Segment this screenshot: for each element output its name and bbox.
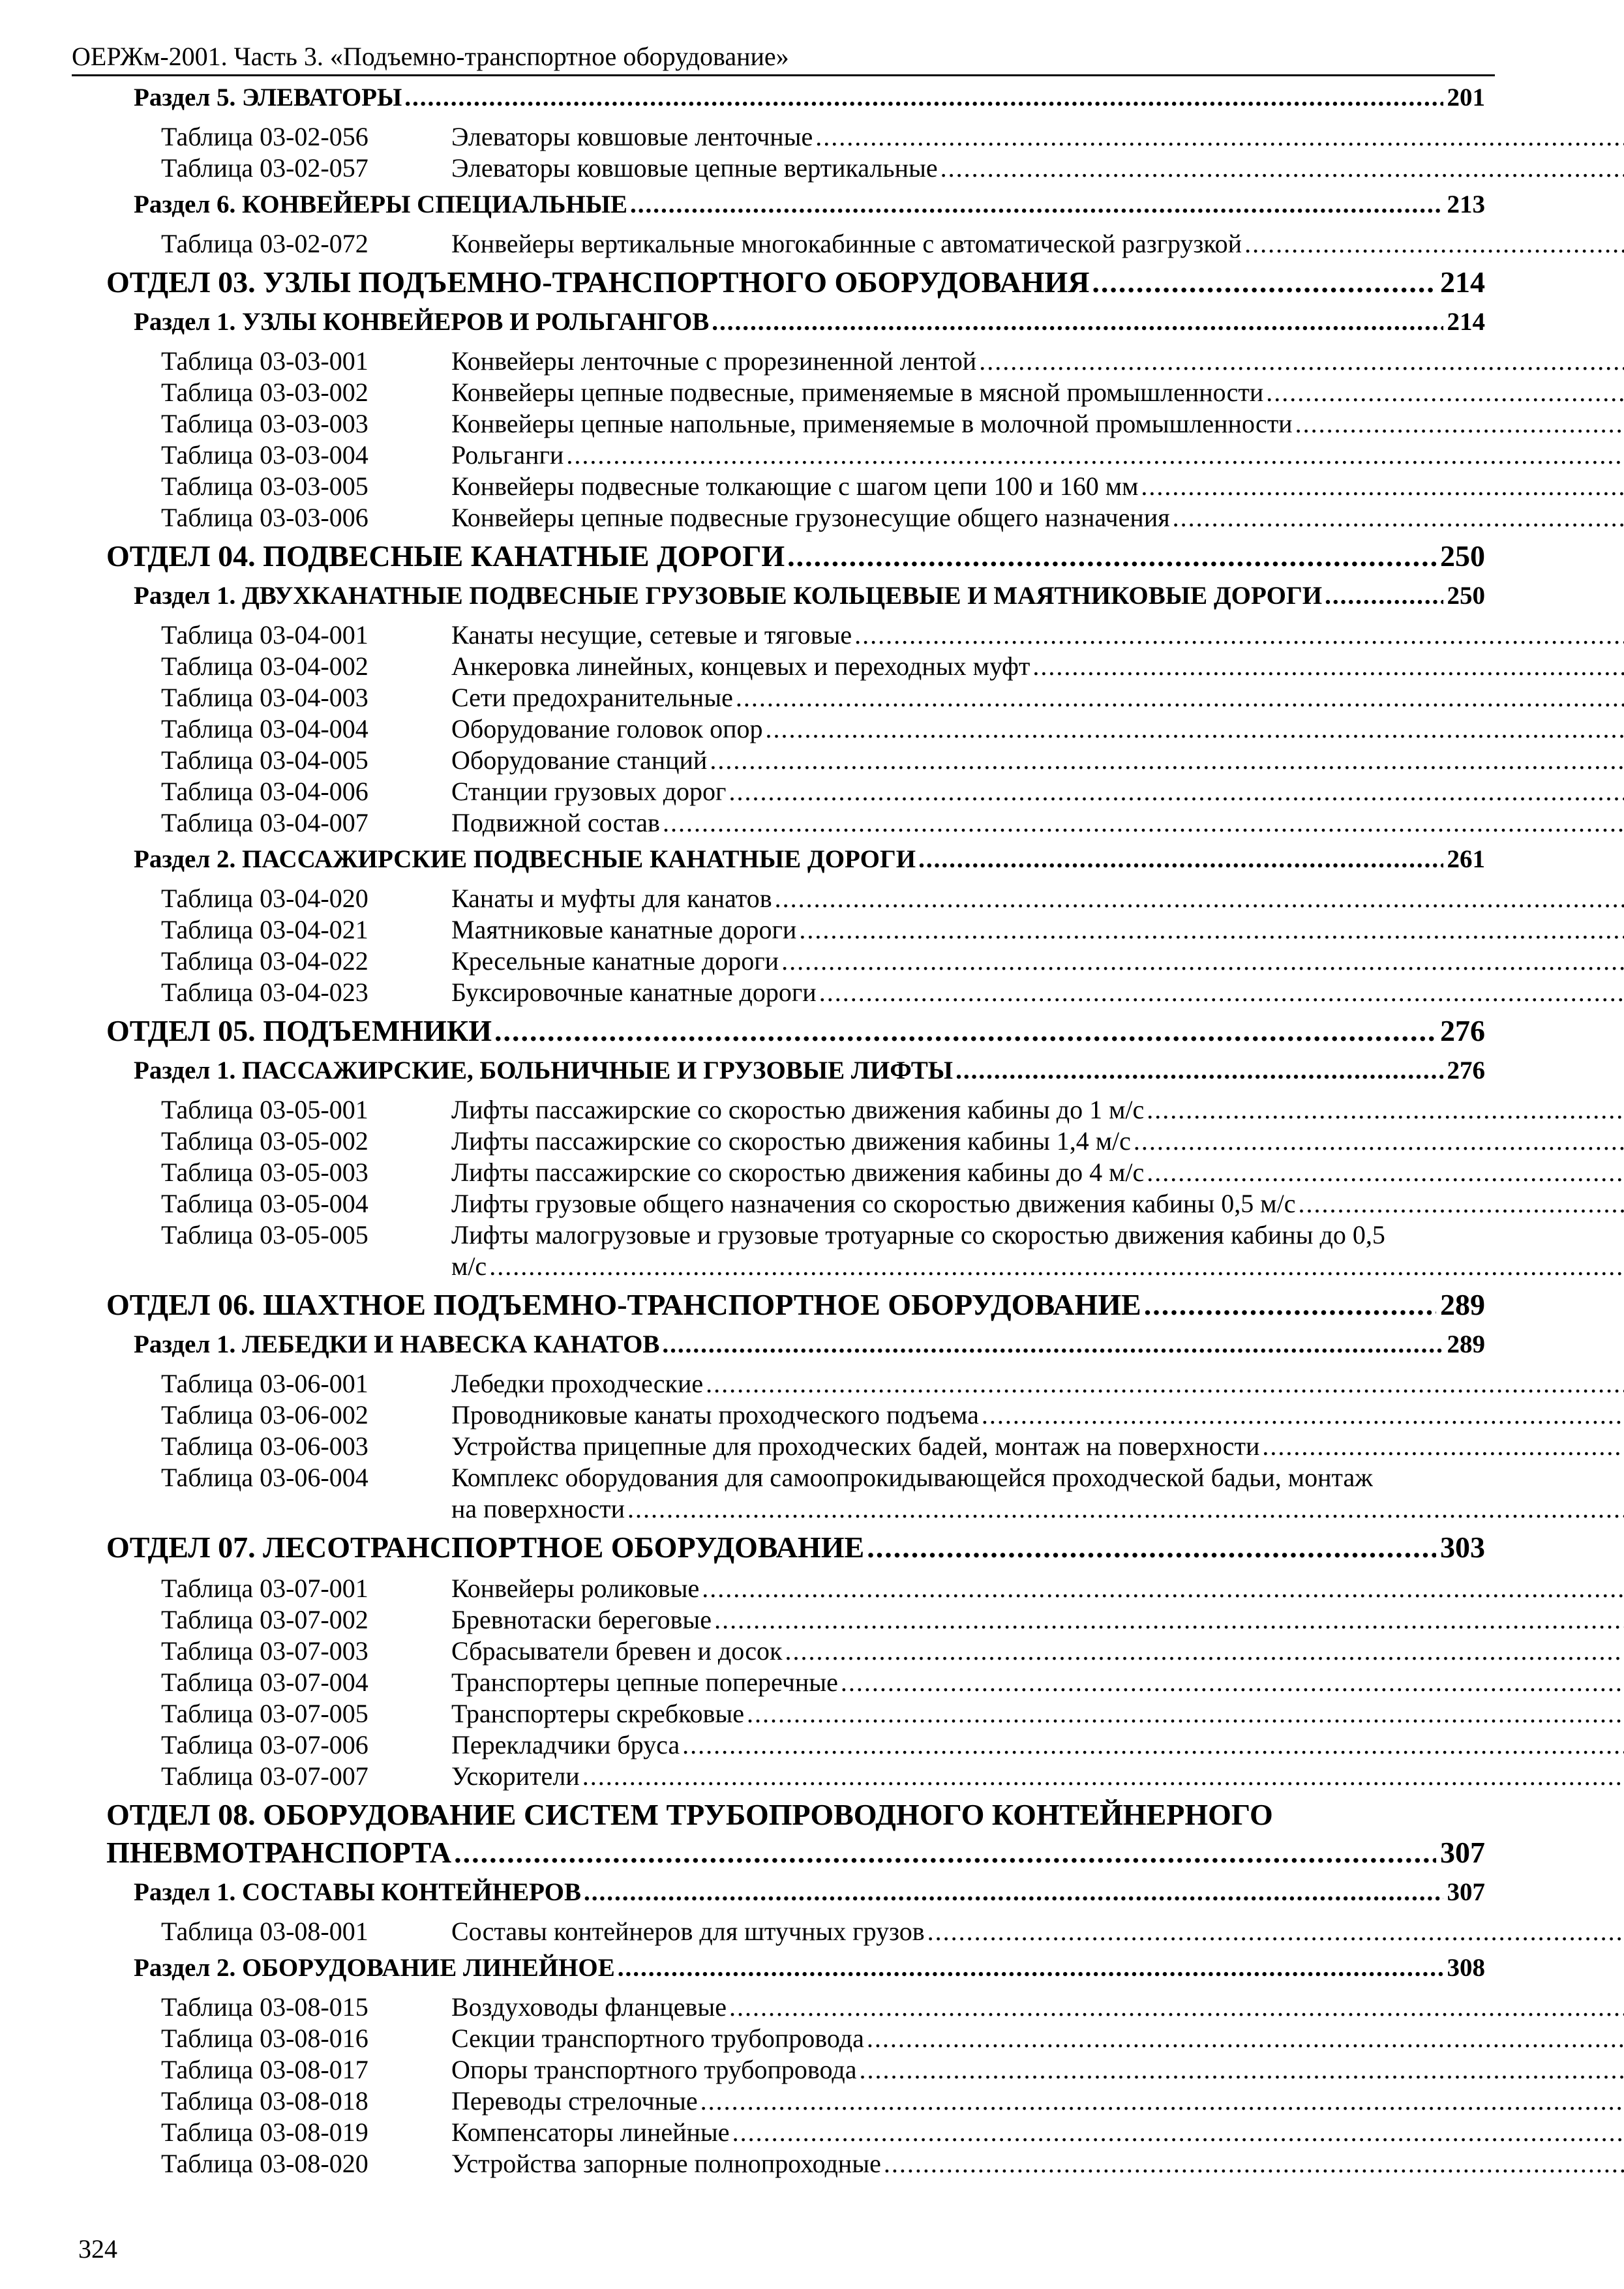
entry-title: Раздел 2. ОБОРУДОВАНИЕ ЛИНЕЙНОЕ: [134, 1954, 615, 1982]
entry-title: Транспортеры скребковые: [451, 1699, 745, 1728]
toc-table-entry: [161, 121, 1485, 153]
dot-leader: [1295, 408, 1624, 440]
dot-leader: [700, 2086, 1624, 2117]
toc-table-entry: [161, 1094, 1485, 1126]
dot-leader: [867, 2023, 1624, 2054]
dot-leader: [702, 1573, 1624, 1604]
table-code: Таблица 03-07-005: [161, 1699, 368, 1728]
toc-table-entry: [161, 228, 1485, 260]
table-code: Таблица 03-03-001: [161, 346, 368, 376]
dot-leader: [706, 1368, 1624, 1399]
entry-title: Конвейеры подвесные толкающие с шагом цепи 100 и 160 мм: [451, 471, 1139, 501]
toc-section-otdel: [106, 1529, 1485, 1566]
entry-title: Лифты грузовые общего назначения со скоростью движения кабины 0,5 м/с: [451, 1189, 1296, 1218]
entry-title: Раздел 6. КОНВЕЙЕРЫ СПЕЦИАЛЬНЫЕ: [134, 190, 628, 218]
toc-table-entry: [161, 346, 1485, 377]
toc-table-entry: [161, 1729, 1485, 1761]
table-code: Таблица 03-04-007: [161, 808, 368, 837]
table-code: Таблица 03-04-005: [161, 745, 368, 775]
entry-title: ОТДЕЛ 04. ПОДВЕСНЫЕ КАНАТНЫЕ ДОРОГИ: [106, 539, 785, 573]
dot-leader: [736, 682, 1624, 713]
entry-title: Оборудование станций: [451, 745, 708, 775]
entry-title: Сети предохранительные: [451, 683, 733, 712]
toc-subsection-razdel: [134, 1876, 1485, 1909]
toc-table-entry: [161, 2148, 1485, 2179]
toc-table-entry: [161, 914, 1485, 946]
entry-title: Перекладчики бруса: [451, 1730, 680, 1759]
entry-title: Анкеровка линейных, концевых и переходных муфт: [451, 651, 1030, 681]
toc-table-entry: [161, 2117, 1485, 2148]
entry-title: Рольганги: [451, 440, 564, 470]
entry-page: 250: [1447, 582, 1485, 610]
entry-title: ОТДЕЛ 07. ЛЕСОТРАНСПОРТНОЕ ОБОРУДОВАНИЕ: [106, 1531, 865, 1564]
dot-leader: [859, 2054, 1624, 2086]
table-code: Таблица 03-05-001: [161, 1095, 368, 1124]
entry-title: Элеваторы ковшовые цепные вертикальные: [451, 153, 938, 183]
entry-title: Комплекс оборудования для самоопрокидывающейся проходческой бадьи, монтаж: [451, 1463, 1373, 1492]
entry-page: 213: [1447, 190, 1485, 218]
toc-table-entry: [161, 1761, 1485, 1792]
table-code: Таблица 03-03-002: [161, 378, 368, 407]
toc-section-otdel: [106, 1286, 1485, 1324]
entry-page: 261: [1447, 845, 1485, 873]
entry-title: Конвейеры цепные подвесные грузонесущие общего назначения: [451, 503, 1170, 532]
toc-table-entry: [161, 807, 1485, 839]
entry-title: Лебедки проходческие: [451, 1369, 704, 1398]
entry-title: Раздел 5. ЭЛЕВАТОРЫ: [134, 83, 402, 112]
toc-table-entry: [161, 883, 1485, 914]
toc-subsection-razdel: [134, 1328, 1485, 1362]
table-code: Таблица 03-04-022: [161, 946, 368, 976]
entry-title: на поверхности: [451, 1494, 625, 1523]
entry-title: Маятниковые канатные дороги: [451, 915, 797, 944]
entry-page: 250: [1440, 539, 1485, 573]
table-code: Таблица 03-07-004: [161, 1668, 368, 1697]
entry-title: Проводниковые канаты проходческого подъема: [451, 1400, 979, 1429]
toc-subsection-razdel: [134, 579, 1485, 613]
dot-leader: [787, 537, 1436, 575]
table-code: Таблица 03-02-056: [161, 122, 368, 151]
table-code: Таблица 03-07-006: [161, 1730, 368, 1759]
dot-leader: [979, 346, 1624, 377]
table-code: Таблица 03-07-002: [161, 1605, 368, 1634]
table-code: Таблица 03-08-015: [161, 1992, 368, 2022]
toc-table-entry: [161, 377, 1485, 408]
toc-table-entry: [161, 1573, 1485, 1604]
dot-leader: [454, 1834, 1436, 1872]
table-code: Таблица 03-02-057: [161, 153, 368, 183]
entry-title: Раздел 1. ДВУХКАНАТНЫЕ ПОДВЕСНЫЕ ГРУЗОВЫЕ КОЛЬЦЕВЫЕ И МАЯТНИКОВЫЕ ДОРОГИ: [134, 582, 1323, 610]
dot-leader: [1266, 377, 1624, 408]
entry-title: Конвейеры цепные напольные, применяемые в молочной промышленности: [451, 409, 1293, 438]
entry-page: 276: [1440, 1014, 1485, 1047]
toc-table-entry: [161, 1188, 1485, 1219]
entry-title: Раздел 1. СОСТАВЫ КОНТЕЙНЕРОВ: [134, 1878, 582, 1906]
dot-leader: [630, 188, 1443, 222]
dot-leader: [927, 1916, 1624, 1947]
table-code: Таблица 03-07-003: [161, 1636, 368, 1666]
toc-table-entry: [161, 1157, 1485, 1188]
toc-table-entry: [161, 1431, 1485, 1462]
toc-table-entry: [161, 408, 1485, 440]
entry-title: Ускорители: [451, 1761, 580, 1791]
table-code: Таблица 03-05-004: [161, 1189, 368, 1218]
table-code: Таблица 03-05-005: [161, 1220, 368, 1249]
toc-section-otdel: [106, 537, 1485, 575]
entry-title: ОТДЕЛ 08. ОБОРУДОВАНИЕ СИСТЕМ ТРУБОПРОВОДНОГО КОНТЕЙНЕРНОГО: [106, 1798, 1273, 1831]
table-code: Таблица 03-06-004: [161, 1463, 368, 1492]
entry-title: Конвейеры роликовые: [451, 1574, 700, 1603]
toc-table-entry: [161, 2054, 1485, 2086]
toc-table-entry: [161, 1916, 1485, 1947]
table-code: Таблица 03-08-017: [161, 2055, 368, 2084]
toc-section-otdel: [106, 263, 1485, 301]
dot-leader: [918, 843, 1443, 876]
table-code: Таблица 03-03-005: [161, 471, 368, 501]
entry-title: Конвейеры ленточные с прорезиненной лентой: [451, 346, 977, 376]
toc-table-entry: [161, 1219, 1485, 1282]
entry-title: ОТДЕЛ 06. ШАХТНОЕ ПОДЪЕМНО-ТРАНСПОРТНОЕ ОБОРУДОВАНИЕ: [106, 1288, 1141, 1321]
toc-subsection-razdel: [134, 188, 1485, 222]
toc-table-entry: [161, 1698, 1485, 1729]
table-code: Таблица 03-08-016: [161, 2024, 368, 2053]
entry-title: Устройства запорные полнопроходные: [451, 2149, 881, 2178]
toc-table-entry: [161, 1604, 1485, 1636]
entry-title: Буксировочные канатные дороги: [451, 978, 817, 1007]
entry-page: 307: [1440, 1836, 1485, 1869]
dot-leader: [854, 620, 1624, 651]
dot-leader: [489, 1251, 1624, 1282]
page-number: 324: [78, 2234, 117, 2264]
dot-leader: [1092, 263, 1436, 301]
toc-section-otdel: [106, 1796, 1485, 1872]
toc-table-entry: [161, 682, 1485, 713]
entry-title: Канаты несущие, сетевые и тяговые: [451, 620, 852, 650]
entry-title: Опоры транспортного трубопровода: [451, 2055, 857, 2084]
table-of-contents: [0, 77, 1624, 2179]
dot-leader: [1147, 1157, 1624, 1188]
entry-title: Лифты пассажирские со скоростью движения кабины до 4 м/с: [451, 1158, 1145, 1187]
dot-leader: [584, 1876, 1443, 1909]
entry-title: Оборудование головок опор: [451, 714, 763, 743]
entry-title: Раздел 1. ЛЕБЕДКИ И НАВЕСКА КАНАТОВ: [134, 1330, 660, 1358]
entry-page: 308: [1447, 1954, 1485, 1982]
toc-table-entry: [161, 977, 1485, 1008]
entry-title: ОТДЕЛ 03. УЗЛЫ ПОДЪЕМНО-ТРАНСПОРТНОГО ОБОРУДОВАНИЯ: [106, 265, 1090, 299]
toc-subsection-razdel: [134, 1951, 1485, 1985]
entry-title: Станции грузовых дорог: [451, 777, 727, 806]
toc-table-entry: [161, 1126, 1485, 1157]
table-code: Таблица 03-04-021: [161, 915, 368, 944]
entry-title: Лифты пассажирские со скоростью движения кабины до 1 м/с: [451, 1095, 1145, 1124]
entry-title: Переводы стрелочные: [451, 2086, 698, 2116]
toc-table-entry: [161, 2023, 1485, 2054]
dot-leader: [775, 883, 1624, 914]
dot-leader: [1144, 1286, 1436, 1324]
table-code: Таблица 03-04-006: [161, 777, 368, 806]
toc-section-otdel: [106, 1012, 1485, 1050]
entry-page: 289: [1447, 1330, 1485, 1358]
dot-leader: [714, 1604, 1624, 1636]
dot-leader: [1244, 228, 1624, 260]
entry-page: 276: [1447, 1056, 1485, 1085]
dot-leader: [582, 1761, 1624, 1792]
entry-title: Транспортеры цепные поперечные: [451, 1668, 838, 1697]
entry-page: 289: [1440, 1288, 1485, 1321]
dot-leader: [627, 1493, 1624, 1525]
dot-leader: [785, 1636, 1624, 1667]
table-code: Таблица 03-08-001: [161, 1917, 368, 1946]
entry-title: ПНЕВМОТРАНСПОРТА: [106, 1836, 452, 1869]
table-code: Таблица 03-04-003: [161, 683, 368, 712]
table-code: Таблица 03-03-006: [161, 503, 368, 532]
dot-leader: [940, 153, 1624, 184]
dot-leader: [663, 807, 1624, 839]
toc-table-entry: [161, 2086, 1485, 2117]
entry-page: 307: [1447, 1878, 1485, 1906]
dot-leader: [1032, 651, 1624, 682]
toc-table-entry: [161, 1636, 1485, 1667]
dot-leader: [566, 440, 1624, 471]
dot-leader: [729, 1992, 1624, 2023]
dot-leader: [1134, 1126, 1624, 1157]
table-code: Таблица 03-06-001: [161, 1369, 368, 1398]
table-code: Таблица 03-08-018: [161, 2086, 368, 2116]
entry-title: Конвейеры цепные подвесные, применяемые в мясной промышленности: [451, 378, 1264, 407]
table-code: Таблица 03-04-004: [161, 714, 368, 743]
dot-leader: [747, 1698, 1624, 1729]
entry-title: ОТДЕЛ 05. ПОДЪЕМНИКИ: [106, 1014, 492, 1047]
entry-title: Элеваторы ковшовые ленточные: [451, 122, 813, 151]
toc-table-entry: [161, 1462, 1485, 1525]
entry-page: 201: [1447, 83, 1485, 112]
entry-title: Составы контейнеров для штучных грузов: [451, 1917, 925, 1946]
table-code: Таблица 03-05-002: [161, 1126, 368, 1156]
dot-leader: [1325, 579, 1443, 613]
table-code: Таблица 03-04-001: [161, 620, 368, 650]
table-code: Таблица 03-03-004: [161, 440, 368, 470]
table-code: Таблица 03-07-001: [161, 1574, 368, 1603]
dot-leader: [955, 1054, 1443, 1088]
dot-leader: [1147, 1094, 1624, 1126]
table-code: Таблица 03-05-003: [161, 1158, 368, 1187]
dot-leader: [799, 914, 1624, 946]
toc-table-entry: [161, 1399, 1485, 1431]
running-header: ОЕРЖм-2001. Часть 3. «Подъемно-транспортное оборудование»: [72, 39, 1495, 76]
entry-page: 303: [1440, 1531, 1485, 1564]
entry-title: Бревнотаски береговые: [451, 1605, 712, 1634]
table-code: Таблица 03-04-020: [161, 884, 368, 913]
toc-table-entry: [161, 946, 1485, 977]
table-code: Таблица 03-04-023: [161, 978, 368, 1007]
entry-title: Компенсаторы линейные: [451, 2117, 730, 2147]
entry-page: 214: [1440, 265, 1485, 299]
table-code: Таблица 03-04-002: [161, 651, 368, 681]
toc-table-entry: [161, 776, 1485, 807]
dot-leader: [884, 2148, 1624, 2179]
table-code: Таблица 03-08-019: [161, 2117, 368, 2147]
entry-title: Устройства прицепные для проходческих бадей, монтаж на поверхности: [451, 1431, 1260, 1461]
dot-leader: [682, 1729, 1624, 1761]
dot-leader: [729, 776, 1624, 807]
dot-leader: [1173, 502, 1624, 533]
dot-leader: [1141, 471, 1624, 502]
entry-title: Раздел 1. УЗЛЫ КОНВЕЙЕРОВ И РОЛЬГАНГОВ: [134, 308, 710, 336]
dot-leader: [494, 1012, 1436, 1050]
toc-subsection-razdel: [134, 843, 1485, 876]
entry-title: м/с: [451, 1251, 487, 1281]
table-code: Таблица 03-06-002: [161, 1400, 368, 1429]
entry-title: Раздел 2. ПАССАЖИРСКИЕ ПОДВЕСНЫЕ КАНАТНЫЕ ДОРОГИ: [134, 845, 916, 873]
dot-leader: [732, 2117, 1624, 2148]
dot-leader: [1262, 1431, 1624, 1462]
entry-title: Воздуховоды фланцевые: [451, 1992, 727, 2022]
dot-leader: [404, 81, 1443, 115]
toc-table-entry: [161, 745, 1485, 776]
entry-title: Раздел 1. ПАССАЖИРСКИЕ, БОЛЬНИЧНЫЕ И ГРУЗОВЫЕ ЛИФТЫ: [134, 1056, 954, 1085]
toc-table-entry: [161, 471, 1485, 502]
entry-title: Сбрасыватели бревен и досок: [451, 1636, 783, 1666]
toc-subsection-razdel: [134, 305, 1485, 339]
toc-table-entry: [161, 502, 1485, 533]
table-code: Таблица 03-07-007: [161, 1761, 368, 1791]
entry-title: Подвижной состав: [451, 808, 660, 837]
toc-table-entry: [161, 620, 1485, 651]
entry-title: Лифты малогрузовые и грузовые тротуарные со скоростью движения кабины до 0,5: [451, 1220, 1385, 1249]
dot-leader: [815, 121, 1624, 153]
dot-leader: [766, 713, 1624, 745]
toc-table-entry: [161, 440, 1485, 471]
toc-table-entry: [161, 1667, 1485, 1698]
dot-leader: [1298, 1188, 1624, 1219]
entry-title: Конвейеры вертикальные многокабинные с автоматической разгрузкой: [451, 229, 1242, 258]
table-code: Таблица 03-06-003: [161, 1431, 368, 1461]
dot-leader: [819, 977, 1624, 1008]
entry-title: Секции транспортного трубопровода: [451, 2024, 864, 2053]
entry-title: Канаты и муфты для канатов: [451, 884, 772, 913]
entry-title: Лифты пассажирские со скоростью движения кабины 1,4 м/с: [451, 1126, 1131, 1156]
dot-leader: [982, 1399, 1624, 1431]
toc-table-entry: [161, 1368, 1485, 1399]
toc-subsection-razdel: [134, 81, 1485, 115]
toc-subsection-razdel: [134, 1054, 1485, 1088]
toc-table-entry: [161, 713, 1485, 745]
toc-table-entry: [161, 1992, 1485, 2023]
dot-leader: [781, 946, 1624, 977]
table-code: Таблица 03-08-020: [161, 2149, 368, 2178]
entry-page: 214: [1447, 308, 1485, 336]
table-code: Таблица 03-03-003: [161, 409, 368, 438]
toc-table-entry: [161, 651, 1485, 682]
dot-leader: [618, 1951, 1443, 1985]
dot-leader: [841, 1667, 1624, 1698]
entry-title: Кресельные канатные дороги: [451, 946, 779, 976]
toc-table-entry: [161, 153, 1485, 184]
table-code: Таблица 03-02-072: [161, 229, 368, 258]
dot-leader: [867, 1529, 1436, 1566]
dot-leader: [710, 745, 1624, 776]
dot-leader: [662, 1328, 1443, 1362]
dot-leader: [712, 305, 1443, 339]
